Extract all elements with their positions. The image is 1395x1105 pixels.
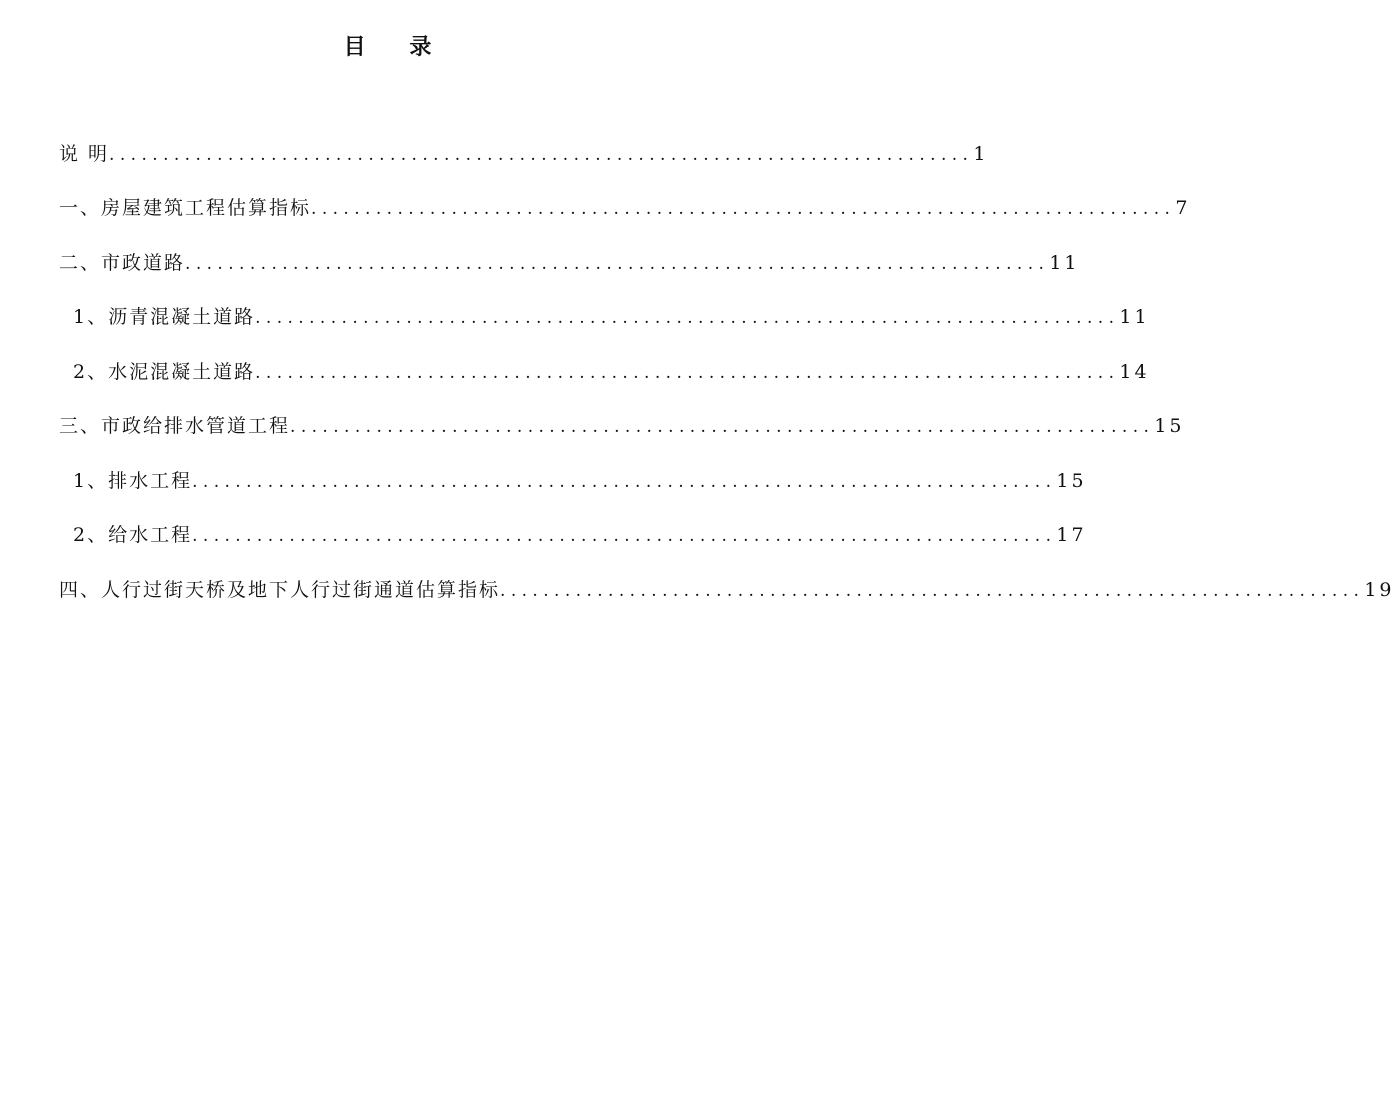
toc-dot-leader: ................................................................................ [255, 308, 1120, 328]
toc-dot-leader: ................................................................................ [185, 254, 1050, 274]
toc-entry-label: 说 明 [59, 143, 110, 165]
toc-entry-label: 2、水泥混凝土道路 [73, 361, 256, 383]
toc-page-number: 19 [1364, 579, 1395, 601]
toc-entry-label: 一、房屋建筑工程估算指标 [59, 197, 312, 219]
toc-dot-leader: ................................................................................ [311, 199, 1176, 219]
toc-dot-leader: ................................................................................ [109, 145, 974, 165]
toc-entry-water-pipes[interactable] [59, 411, 1185, 439]
toc-entry-pedestrian-crossings[interactable] [59, 575, 1395, 603]
toc-entry-label: 四、人行过街天桥及地下人行过街通道估算指标 [59, 579, 501, 601]
toc-entry-drainage[interactable] [73, 466, 1087, 494]
toc-page-number: 15 [1154, 415, 1185, 437]
toc-page-number: 11 [1049, 252, 1080, 274]
toc-entry-label: 2、给水工程 [73, 524, 193, 546]
toc-page-number: 7 [1175, 197, 1191, 219]
page-title: 目 录 [343, 35, 450, 60]
toc-entry-label: 二、市政道路 [59, 252, 186, 274]
toc-dot-leader: ................................................................................ [192, 526, 1057, 546]
toc-dot-leader: ................................................................................ [192, 472, 1057, 492]
toc-dot-leader: ................................................................................ [500, 581, 1365, 601]
toc-entry-building-works[interactable] [59, 193, 1191, 221]
toc-dot-leader: ................................................................................ [290, 417, 1155, 437]
toc-entry-explanation[interactable] [59, 139, 989, 167]
toc-entry-asphalt-roads[interactable] [73, 302, 1150, 330]
toc-entry-water-supply[interactable] [73, 520, 1087, 548]
toc-page-number: 11 [1119, 306, 1150, 328]
toc-page-number: 15 [1056, 470, 1087, 492]
toc-dot-leader: ................................................................................ [255, 363, 1120, 383]
toc-entry-cement-roads[interactable] [73, 357, 1150, 385]
toc-page-number: 1 [973, 143, 989, 165]
toc-entry-label: 三、市政给排水管道工程 [59, 415, 291, 437]
toc-entry-label: 1、排水工程 [73, 470, 193, 492]
toc-entry-municipal-roads[interactable] [59, 248, 1080, 276]
toc-entry-label: 1、沥青混凝土道路 [73, 306, 256, 328]
toc-page-number: 14 [1119, 361, 1150, 383]
toc-page-number: 17 [1056, 524, 1087, 546]
